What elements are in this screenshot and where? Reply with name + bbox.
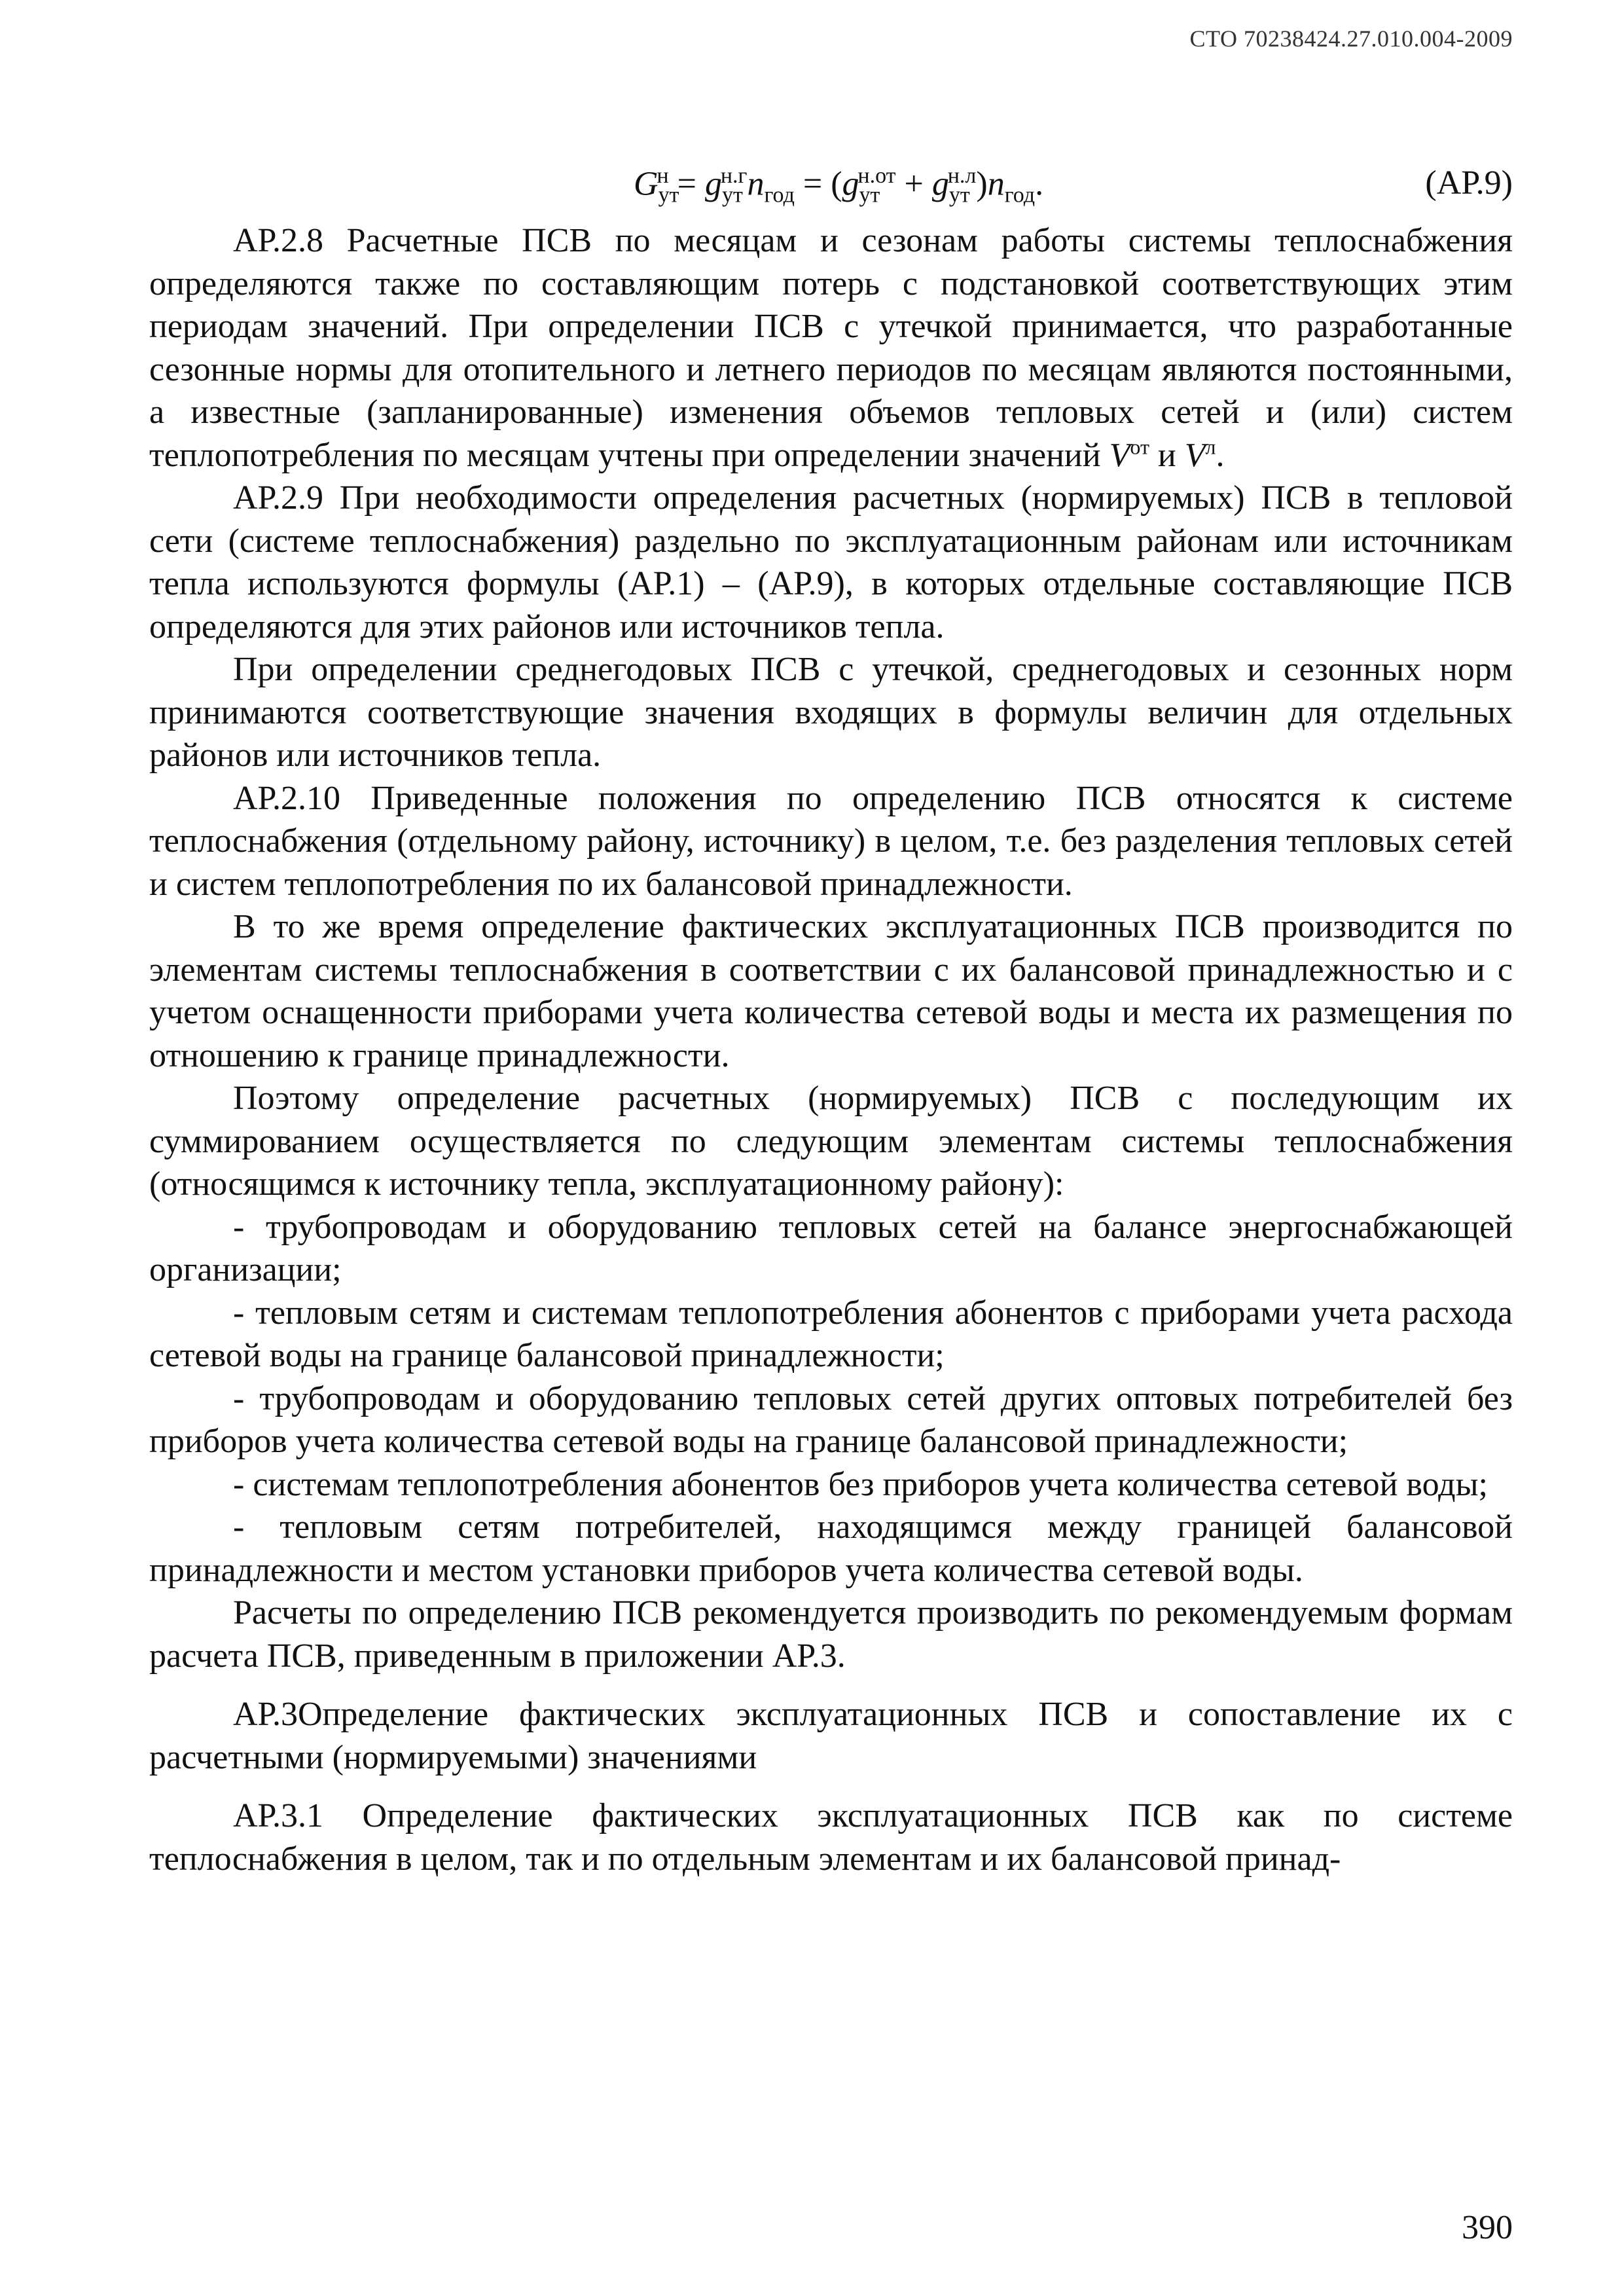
paragraph: В то же время определение фактических эксплуатационных ПСВ производится по элементам системы теплоснабжения в соответствии с их балансовой принадлежностью и с учетом оснащенности приборами учета количества сетевой воды и места их размещения по отношению к границе принадлежности. — [149, 908, 1513, 1074]
paragraph-ar-3-1: АР.3.1 Определение фактических эксплуатационных ПСВ как по системе теплоснабжения в целом, так и по отдельным элементам и их балансовой принад- — [149, 1797, 1513, 1878]
formula-number: (АР.9) — [1425, 164, 1513, 202]
paragraph-ar-2-9: АР.2.9 При необходимости определения расчетных (нормируемых) ПСВ в тепловой сети (системе теплоснабжения) раздельно по эксплуатационным районам или источникам тепла используются формулы (АР.1) – (АР.9), в которых отдельные составляющие ПСВ определяются для этих районов или источников тепла. — [149, 479, 1513, 646]
paragraph-ar-2-8: АР.2.8 Расчетные ПСВ по месяцам и сезонам работы системы теплоснабжения определяются также по составляющим потерь с подстановкой соответствующих этим периодам значений. При определении ПСВ с утечкой принимается, что разработанные сезонные нормы для отопительного и летнего периодов по месяцам являются постоянными, а известные (запланированные) изменения объемов тепловых сетей и (или) систем теплопотребления по месяцам учтены при определении значений $V^{от}$ и $V^л$. — [149, 222, 1513, 474]
page-body — [149, 219, 1513, 1880]
formula-row — [149, 164, 1513, 223]
list-item: - системам теплопотребления абонентов без приборов учета количества сетевой воды; — [233, 1465, 1488, 1503]
page-number: 390 — [1462, 2209, 1513, 2246]
formula-ar9: $G_{ут}^н = g_{ут}^{н.г}n_{год} = (g_{ут}^{н.от} + g_{ут}^{н.л})n_{год}$. — [634, 164, 1044, 208]
paragraph-ar-2-10: АР.2.10 Приведенные положения по определению ПСВ относятся к системе теплоснабжения (отдельному району, источнику) в целом, т.е. без разделения тепловых сетей и систем теплопотребления по их балансовой принадлежности. — [149, 779, 1513, 903]
paragraph: Поэтому определение расчетных (нормируемых) ПСВ с последующим их суммированием осуществляется по следующим элементам системы теплоснабжения (относящимся к источнику тепла, эксплуатационному району): — [149, 1080, 1513, 1203]
list-item: - тепловым сетям потребителей, находящимся между границей балансовой принадлежности и местом установки приборов учета количества сетевой воды. — [149, 1508, 1513, 1589]
paragraph: Расчеты по определению ПСВ рекомендуется производить по рекомендуемым формам расчета ПСВ, приведенным в приложении АР.3. — [149, 1594, 1513, 1675]
section-heading-ar-3: АР.3Определение фактических эксплуатационных ПСВ и сопоставление их с расчетными (нормируемыми) значениями — [149, 1696, 1513, 1776]
list-item: - тепловым сетям и системам теплопотребления абонентов с приборами учета расхода сетевой воды на границе балансовой принадлежности; — [149, 1294, 1513, 1374]
document-code-header: СТО 70238424.27.010.004-2009 — [1189, 26, 1513, 52]
paragraph: При определении среднегодовых ПСВ с утечкой, среднегодовых и сезонных норм принимаются соответствующие значения входящих в формулы величин для отдельных районов или источников тепла. — [149, 651, 1513, 774]
list-item: - трубопроводам и оборудованию тепловых сетей на балансе энергоснабжающей организации; — [149, 1208, 1513, 1288]
list-item: - трубопроводам и оборудованию тепловых сетей других оптовых потребителей без приборов учета количества сетевой воды на границе балансовой принадлежности; — [149, 1379, 1513, 1460]
